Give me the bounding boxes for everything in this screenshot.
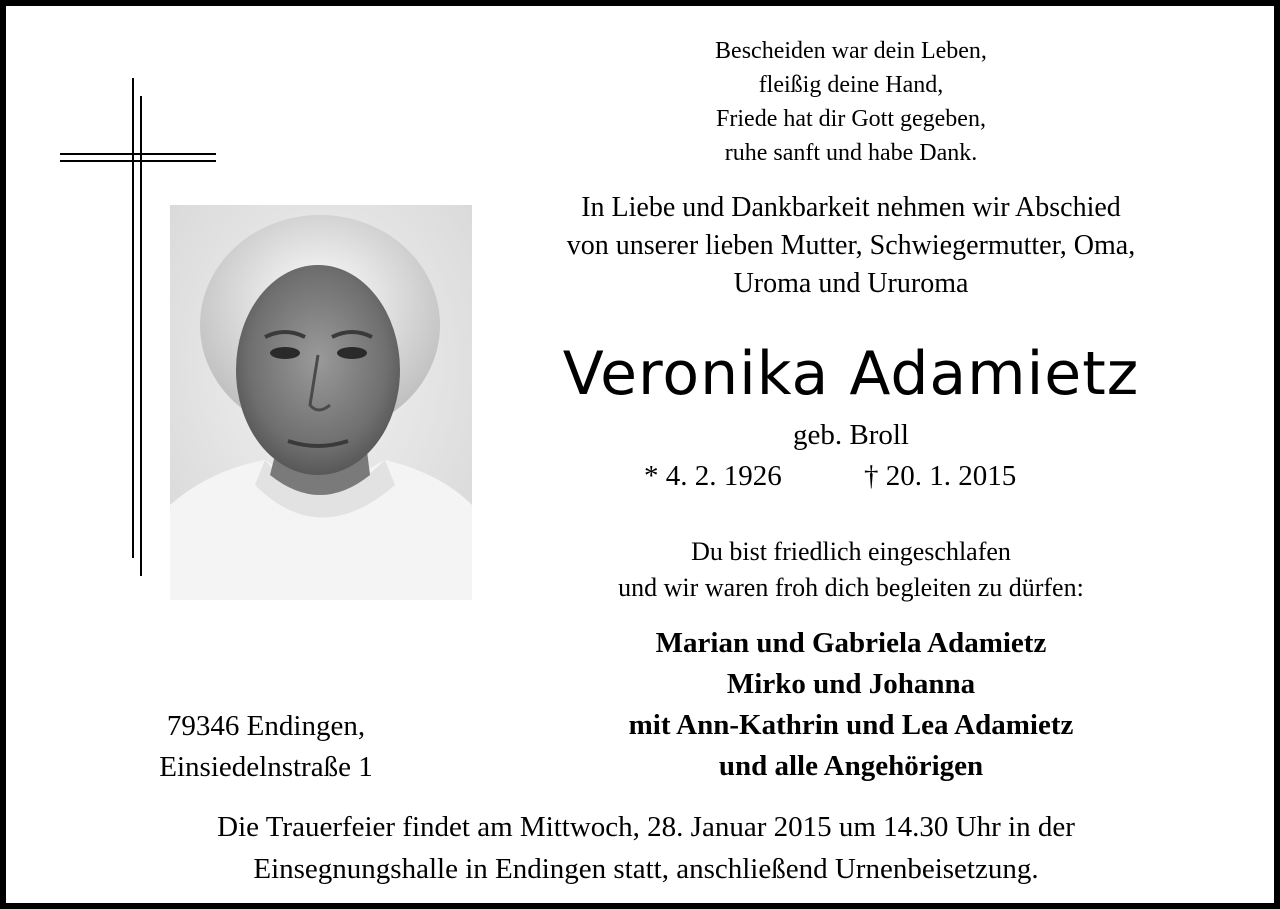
family-line: Marian und Gabriela Adamietz (655, 627, 1047, 659)
portrait-photo (170, 205, 472, 600)
family-line: und alle Angehörigen (718, 750, 984, 782)
address-line: 79346 Endingen, (166, 710, 366, 742)
death-date: † 20. 1. 2015 (864, 460, 1017, 492)
intro-line: von unserer lieben Mutter, Schwiegermutter, Oma, (566, 230, 1136, 261)
family-list (526, 623, 1176, 787)
service-line: Einsegnungshalle in Endingen statt, anschließend Urnenbeisetzung. (253, 853, 1039, 885)
life-dates (606, 456, 1096, 496)
poem (526, 34, 1176, 170)
intro-line: Uroma und Ururoma (733, 268, 969, 299)
farewell-line: und wir waren froh dich begleiten zu dürfen: (618, 573, 1084, 602)
intro-text (486, 189, 1216, 303)
portrait-illustration (170, 205, 472, 600)
birth-date: * 4. 2. 1926 (644, 460, 782, 492)
service-line: Die Trauerfeier findet am Mittwoch, 28. Januar 2015 um 14.30 Uhr in der (217, 811, 1075, 843)
poem-line: ruhe sanft und habe Dank. (724, 140, 978, 166)
service-info (66, 806, 1226, 890)
birth-name: geb. Broll (793, 419, 909, 451)
family-line: mit Ann-Kathrin und Lea Adamietz (628, 709, 1074, 741)
farewell-line: Du bist friedlich eingeschlafen (691, 537, 1011, 566)
poem-line: Friede hat dir Gott gegeben, (716, 106, 986, 132)
poem-line: Bescheiden war dein Leben, (715, 38, 987, 64)
intro-line: In Liebe und Dankbarkeit nehmen wir Abschied (581, 192, 1121, 223)
address-line: Einsiedelnstraße 1 (159, 751, 373, 783)
farewell-text (526, 534, 1176, 606)
deceased-name: Veronika Adamietz (562, 339, 1140, 409)
address (106, 706, 426, 788)
poem-line: fleißig deine Hand, (758, 72, 944, 98)
family-line: Mirko und Johanna (726, 668, 976, 700)
